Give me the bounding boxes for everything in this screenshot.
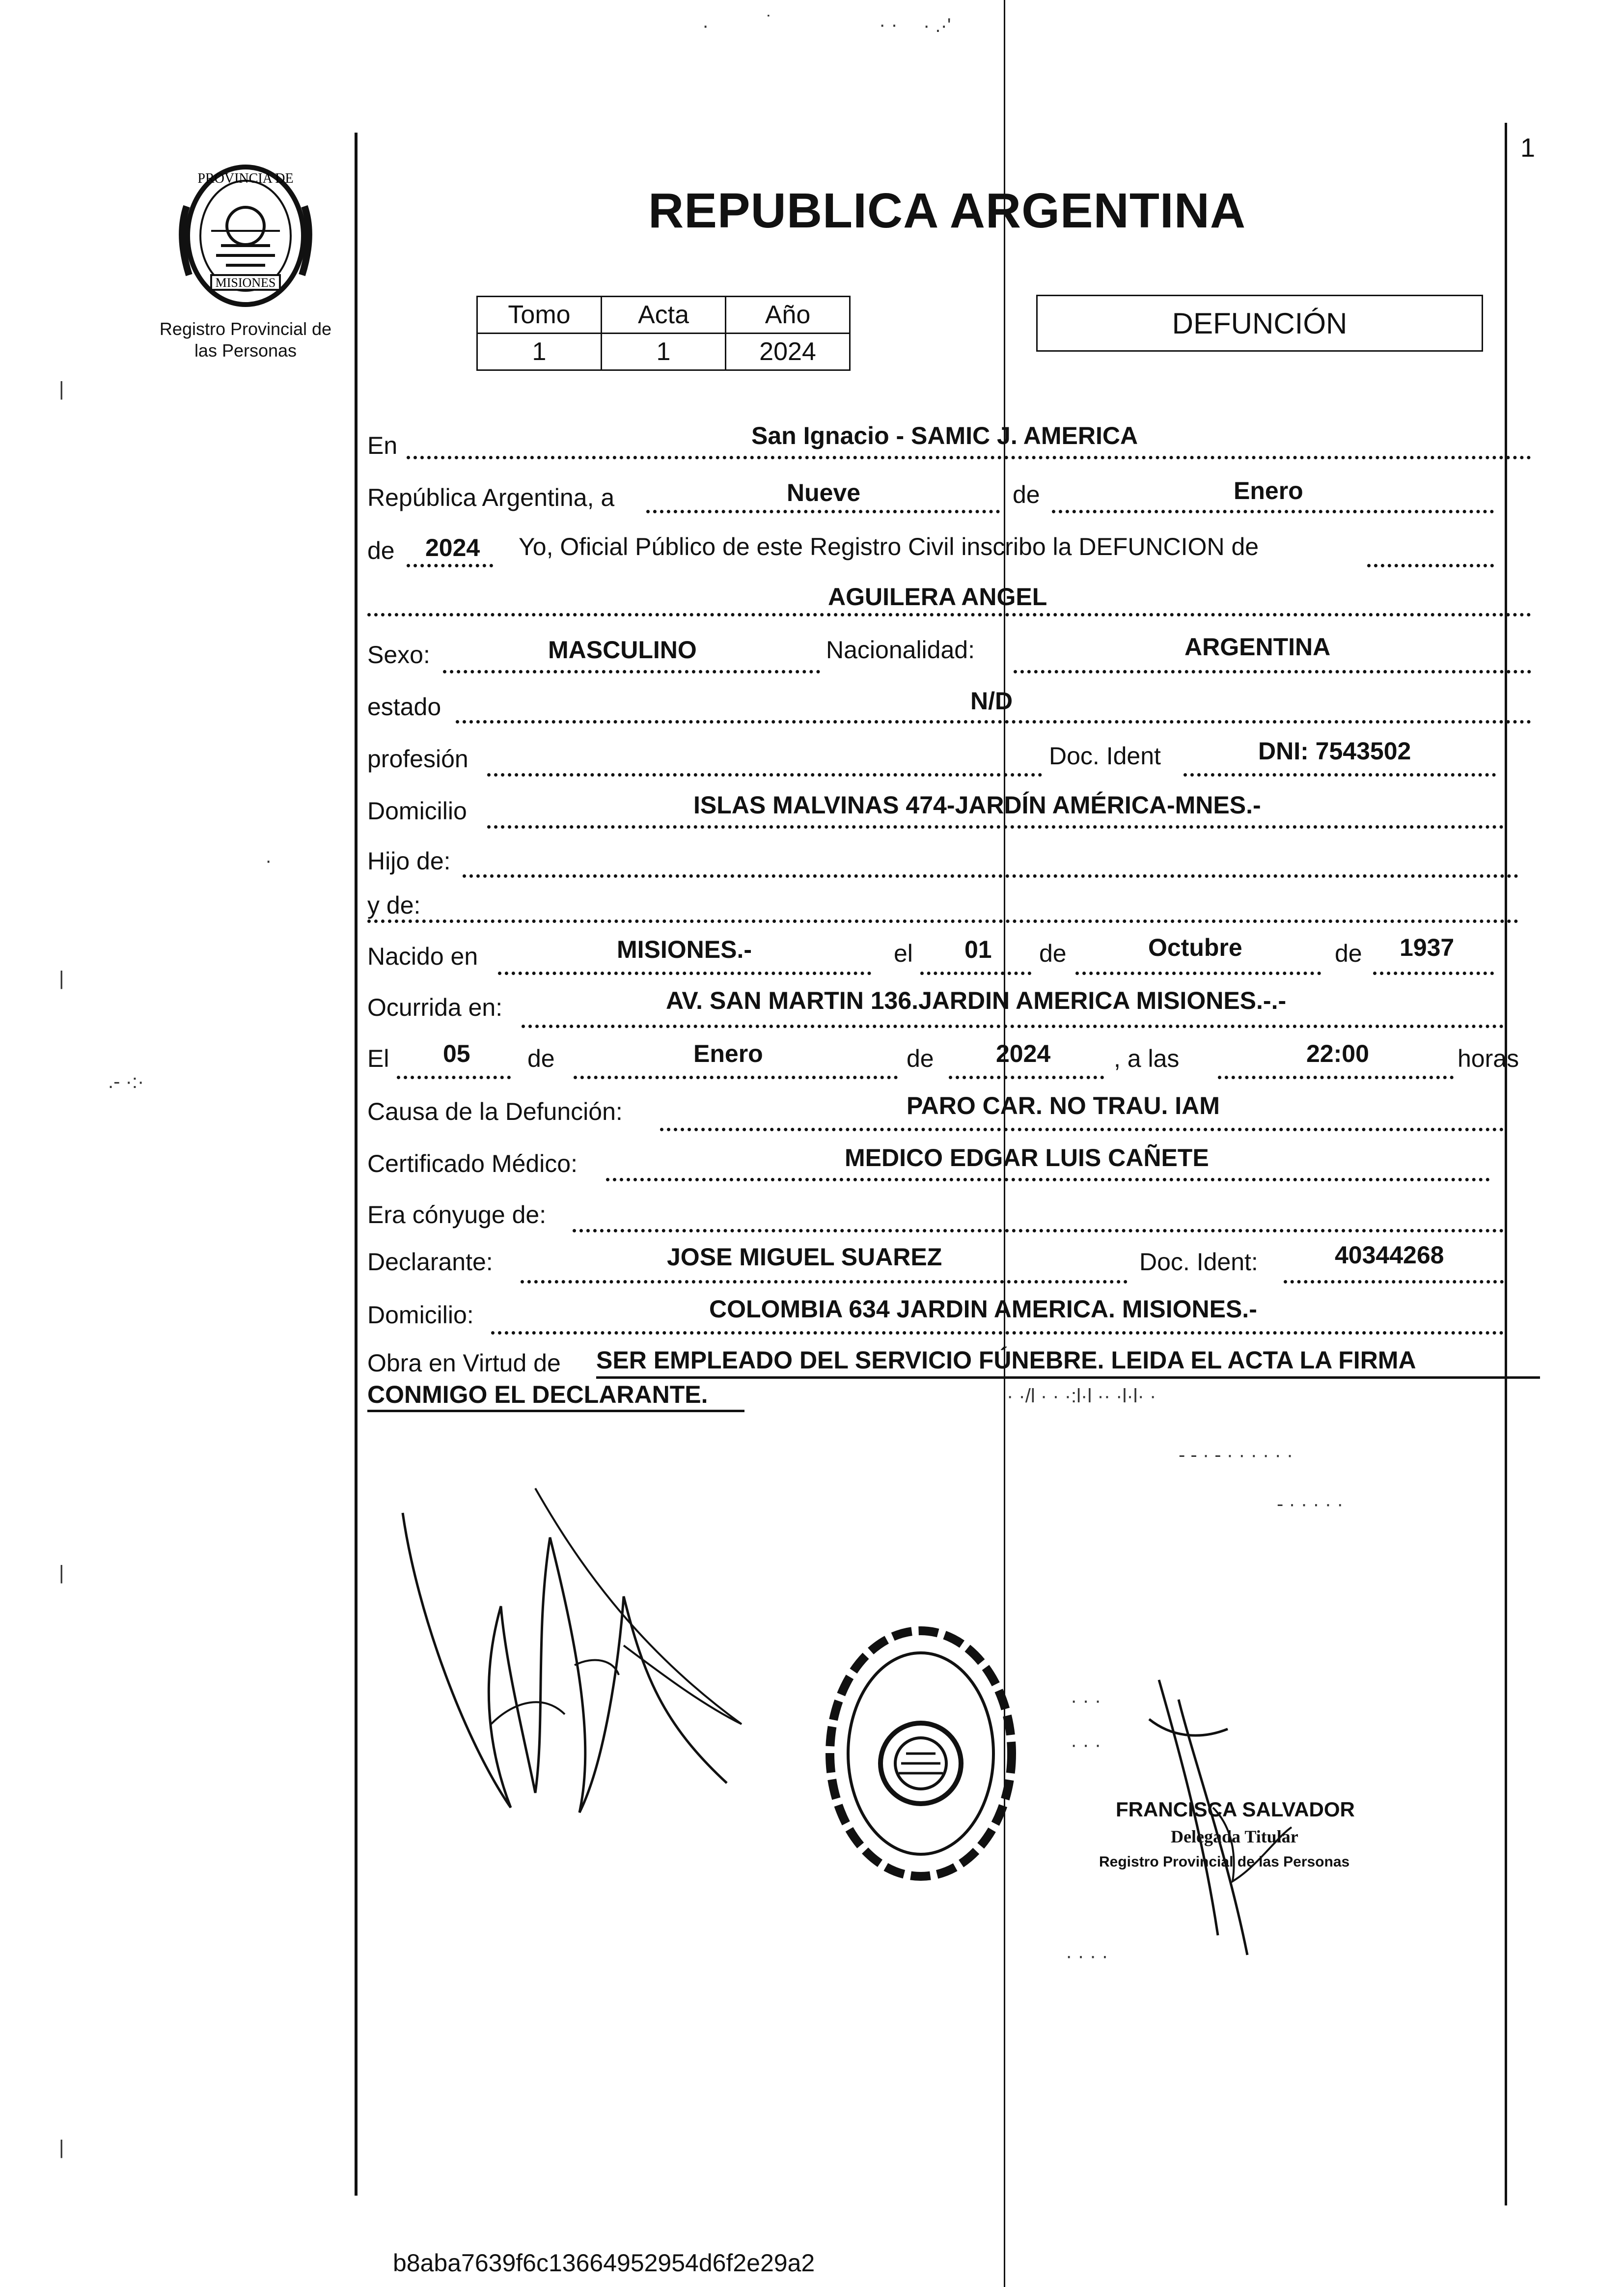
right-margin-line: [1505, 123, 1507, 2205]
act-table-header: Acta: [602, 297, 726, 334]
decl-doc-value: 40344268: [1335, 1241, 1444, 1269]
scan-speck: |: [59, 378, 64, 400]
scan-speck: |: [59, 1562, 64, 1584]
de2-label: de: [367, 537, 395, 564]
act-table-value-row: [477, 334, 850, 370]
nacionalidad-value: ARGENTINA: [1184, 633, 1331, 661]
nacido-label: Nacido en: [367, 943, 478, 970]
sexo-label: Sexo:: [367, 641, 430, 669]
obra-underline-2: [367, 1410, 744, 1412]
causa-value: PARO CAR. NO TRAU. IAM: [907, 1092, 1220, 1119]
def-dia-line: [397, 1076, 511, 1079]
doc-value: DNI: 7543502: [1258, 737, 1411, 765]
left-margin-line: [355, 133, 358, 2196]
scan-speck: ·: [702, 15, 709, 36]
decl-doc-label: Doc. Ident:: [1139, 1248, 1258, 1276]
registry-label: [142, 318, 349, 362]
act-table-cell: 1: [602, 334, 726, 370]
cert-line: [606, 1178, 1490, 1181]
document-hash: b8aba7639f6c13664952954d6f2e29a2: [393, 2249, 815, 2277]
anio-line: [407, 564, 493, 567]
cert-label: Certificado Médico:: [367, 1150, 578, 1177]
causa-label: Causa de la Defunción:: [367, 1098, 623, 1125]
def-anio-value: 2024: [996, 1040, 1051, 1067]
domicilio-line: [487, 825, 1504, 829]
conyuge-label: Era cónyuge de:: [367, 1201, 547, 1228]
scan-speck: - - · - · · · · · ·: [1179, 1444, 1294, 1466]
act-type-box: DEFUNCIÓN: [1036, 295, 1483, 352]
dia-line: [646, 510, 1000, 513]
nac-mes-value: Octubre: [1148, 934, 1242, 961]
estado-label: estado: [367, 693, 441, 721]
republica-label: República Argentina, a: [367, 484, 615, 511]
official-org: Registro Provincial de las Personas: [1099, 1854, 1350, 1870]
sexo-value: MASCULINO: [548, 636, 697, 664]
scan-speck: - · · · · ·: [1277, 1493, 1344, 1515]
seal-text-top: PROVINCIA DE: [197, 171, 294, 186]
registry-label-line2: las Personas: [194, 340, 297, 361]
mes-value: Enero: [1234, 477, 1303, 504]
ocurrida-value: AV. SAN MARTIN 136.JARDIN AMERICA MISIONES.-.-: [666, 987, 1287, 1014]
page-title: REPUBLICA ARGENTINA: [648, 183, 1246, 238]
declarant-signature: [388, 1469, 761, 1832]
decl-dom-line: [491, 1331, 1504, 1335]
yde-label: y de:: [367, 892, 421, 919]
nac-mes-line: [1075, 972, 1321, 975]
nac-anio-value: 1937: [1400, 934, 1455, 961]
nacionalidad-label: Nacionalidad:: [826, 636, 975, 664]
act-table-header-row: [477, 297, 850, 334]
cert-value: MEDICO EDGAR LUIS CAÑETE: [845, 1144, 1209, 1171]
hijo-label: Hijo de:: [367, 847, 451, 875]
alas-label: , a las: [1114, 1045, 1180, 1072]
act-table-cell: 1: [477, 334, 602, 370]
estado-line: [456, 720, 1531, 724]
nacido-line: [498, 972, 871, 975]
el-label: el: [894, 940, 913, 967]
page-number: 1: [1520, 133, 1536, 163]
act-table-header: Tomo: [477, 297, 602, 334]
en-line: [407, 456, 1531, 459]
decl-dom-label: Domicilio:: [367, 1301, 474, 1329]
sexo-line: [443, 670, 820, 673]
causa-line: [660, 1128, 1504, 1131]
act-table-header: Año: [726, 297, 850, 334]
nacionalidad-line: [1014, 670, 1531, 673]
decl-doc-line: [1284, 1280, 1504, 1283]
decl-dom-value: COLOMBIA 634 JARDIN AMERICA. MISIONES.-: [709, 1295, 1257, 1323]
yo-line: [1367, 564, 1494, 567]
profesion-line: [487, 773, 1042, 777]
nac-de2-label: de: [1335, 940, 1362, 967]
ocurrida-line: [522, 1025, 1504, 1028]
scan-speck: ·: [265, 850, 272, 871]
scan-speck: · ·/l · · ·:l·l ·· ·l·l· ·: [1007, 1385, 1156, 1407]
declarante-line: [521, 1280, 1128, 1283]
nac-dia-value: 01: [964, 936, 992, 963]
def-hora-line: [1218, 1076, 1454, 1079]
declarante-value: JOSE MIGUEL SUAREZ: [667, 1243, 942, 1271]
nac-dia-line: [920, 972, 1031, 975]
def-hora-value: 22:00: [1306, 1040, 1369, 1067]
profesion-label: profesión: [367, 745, 468, 773]
declarante-label: Declarante:: [367, 1248, 493, 1276]
ocurrida-label: Ocurrida en:: [367, 994, 503, 1021]
anio-value: 2024: [425, 534, 480, 561]
mes-line: [1052, 510, 1494, 513]
registry-label-line1: Registro Provincial de: [159, 319, 332, 339]
obra-label: Obra en Virtud de: [367, 1349, 561, 1377]
scan-speck: · .·': [923, 15, 951, 36]
dia-value: Nueve: [787, 479, 861, 506]
domicilio-value: ISLAS MALVINAS 474-JARDÍN AMÉRICA-MNES.-: [693, 791, 1261, 819]
obra-value-line2: CONMIGO EL DECLARANTE.: [367, 1381, 708, 1408]
def-dia-value: 05: [443, 1040, 470, 1067]
scan-speck: .- ·:·: [108, 1071, 144, 1092]
hijo-line: [463, 874, 1518, 878]
yde-line: [367, 920, 1518, 923]
act-table: [476, 296, 851, 371]
en-value: San Ignacio - SAMIC J. AMERICA: [751, 422, 1138, 449]
el2-label: El: [367, 1045, 389, 1072]
act-table-cell: 2024: [726, 334, 850, 370]
def-mes-value: Enero: [693, 1040, 763, 1067]
def-mes-line: [574, 1076, 898, 1079]
de-label: de: [1013, 481, 1040, 508]
conyuge-line: [573, 1229, 1504, 1232]
official-role: Delegada Titular: [1171, 1827, 1298, 1846]
scan-speck: |: [59, 968, 64, 989]
provincial-seal-icon: [167, 152, 324, 314]
estado-value: N/D: [970, 687, 1013, 715]
nombre-line: [367, 613, 1531, 616]
obra-underline-1: [596, 1376, 1540, 1379]
obra-value-line1: SER EMPLEADO DEL SERVICIO FÚNEBRE. LEIDA EL ACTA LA FIRMA: [596, 1346, 1416, 1374]
doc-label: Doc. Ident: [1049, 742, 1161, 770]
yo-text: Yo, Oficial Público de este Registro Civil inscribo la DEFUNCION de: [519, 533, 1259, 560]
def-de2-label: de: [907, 1045, 934, 1072]
scan-speck: · ·: [879, 14, 898, 35]
def-anio-line: [949, 1076, 1104, 1079]
doc-line: [1184, 773, 1496, 777]
official-stamp-icon: [815, 1616, 1041, 1891]
def-de1-label: de: [527, 1045, 555, 1072]
seal-text-bottom: MISIONES: [215, 276, 276, 290]
domicilio-label: Domicilio: [367, 797, 467, 825]
scan-speck: · · ·: [1071, 1734, 1101, 1756]
horas-label: horas: [1458, 1045, 1519, 1072]
scan-speck: · · ·: [1071, 1690, 1101, 1711]
en-label: En: [367, 432, 398, 459]
scan-speck: |: [59, 2137, 64, 2158]
scan-speck: · · · ·: [1066, 1945, 1108, 1967]
deceased-name: AGUILERA ANGEL: [828, 583, 1047, 611]
nac-de1-label: de: [1039, 940, 1067, 967]
official-name: FRANCISCA SALVADOR: [1116, 1798, 1355, 1821]
nacido-value: MISIONES.-: [617, 936, 752, 963]
nac-anio-line: [1373, 972, 1494, 975]
scan-speck: ˙: [766, 12, 773, 33]
